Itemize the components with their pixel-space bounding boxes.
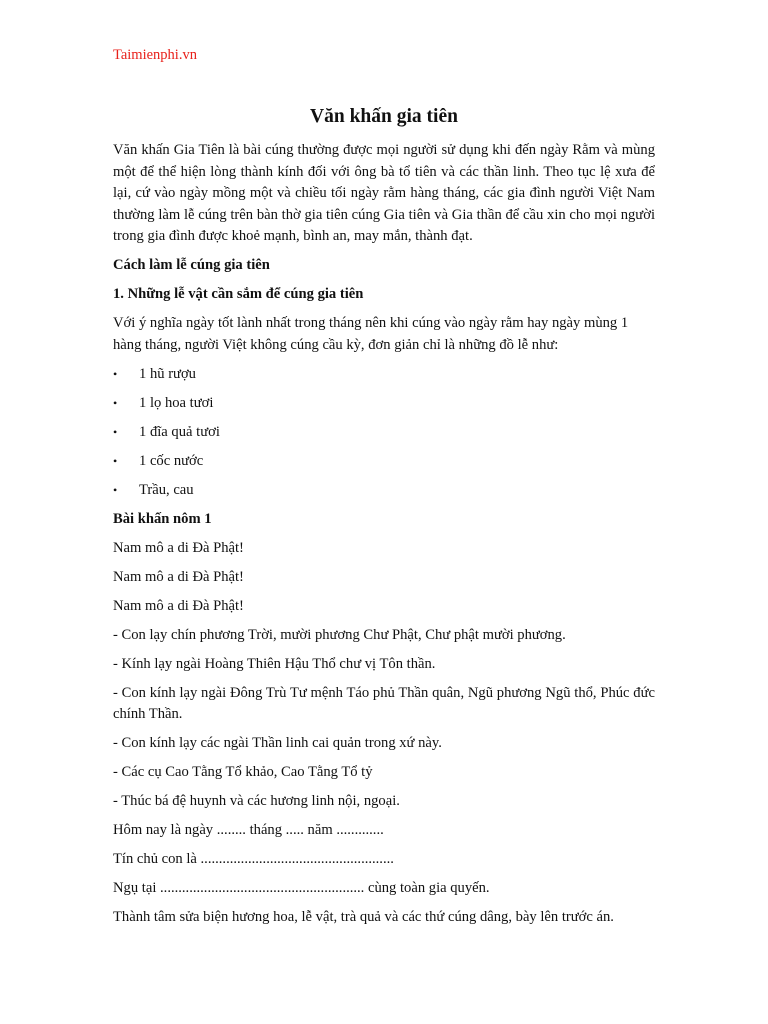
list-item-text: 1 cốc nước [139,452,204,469]
list-item-text: 1 đĩa quả tươi [139,423,220,440]
bullet-icon: • [113,366,118,381]
list-item [113,364,655,386]
list-item [113,480,655,502]
bullet-icon: • [113,453,118,468]
prayer-line: - Các cụ Cao Tằng Tổ khảo, Cao Tằng Tổ tỷ [113,764,373,780]
heading-prayer: Bài khấn nôm 1 [113,510,212,527]
prayer-line: Nam mô a di Đà Phật! [113,597,244,614]
prayer-line: Nam mô a di Đà Phật! [113,568,244,585]
list-item [113,422,655,444]
list-item-text: 1 hũ rượu [139,365,196,382]
list-item [113,451,655,473]
bullet-icon: • [113,395,118,410]
prayer-line: - Thúc bá đệ huynh và các hương linh nội, ngoại. [113,793,400,809]
prayer-line: - Kính lạy ngài Hoàng Thiên Hậu Thổ chư vị Tôn thần. [113,655,436,672]
offerings-list [113,364,655,502]
prayer-line: Hôm nay là ngày ........ tháng ..... năm ............. [113,822,384,838]
prayer-line: Ngụ tại ........................................................ cùng toàn gia quyến. [113,880,490,896]
prayer-line: - Con kính lạy các ngài Thần linh cai quản trong xứ này. [113,735,442,751]
list-item [113,393,655,415]
prayer-line: - Con lạy chín phương Trời, mười phương Chư Phật, Chư phật mười phương. [113,626,566,643]
prayer-line: Thành tâm sửa biện hương hoa, lễ vật, trà quả và các thứ cúng dâng, bày lên trước án. [113,909,614,925]
prayer-line: Tín chủ con là ..................................................... [113,851,394,867]
bullet-icon: • [113,482,118,497]
document-body [113,140,655,936]
intro-paragraph: Văn khấn Gia Tiên là bài cúng thường được mọi người sử dụng khi đến ngày Rằm và mùng một để thể hiện lòng thành kính đối với ông bà tổ tiên và các thần linh. Theo tục lệ xưa để lại, cứ vào ngày mồng một và chiều tối ngày rằm hàng tháng, các gia đình người Việt Nam thường làm lễ cúng trên bàn thờ gia tiên cúng Gia tiên và Gia thần để cầu xin cho mọi người trong gia đình được khoẻ mạnh, bình an, may mắn, thành đạt. [113,142,655,244]
list-item-text: Trầu, cau [139,481,194,498]
list-item-text: 1 lọ hoa tươi [139,394,214,411]
bullet-icon: • [113,424,118,439]
site-name[interactable]: Taimienphi.vn [113,47,197,63]
heading-method: Cách làm lễ cúng gia tiên [113,257,270,273]
offerings-intro: Với ý nghĩa ngày tốt lành nhất trong tháng nên khi cúng vào ngày rằm hay ngày mùng 1 hàng tháng, người Việt không cúng cầu kỳ, đơn giản chỉ là những đồ lễ như: [113,315,629,353]
prayer-line: - Con kính lạy ngài Đông Trù Tư mệnh Táo phủ Thần quân, Ngũ phương Ngũ thổ, Phúc đức chính Thần. [113,684,655,722]
document-title: Văn khấn gia tiên [310,106,458,127]
heading-offerings: 1. Những lễ vật cần sắm để cúng gia tiên [113,286,364,302]
prayer-line: Nam mô a di Đà Phật! [113,539,244,556]
